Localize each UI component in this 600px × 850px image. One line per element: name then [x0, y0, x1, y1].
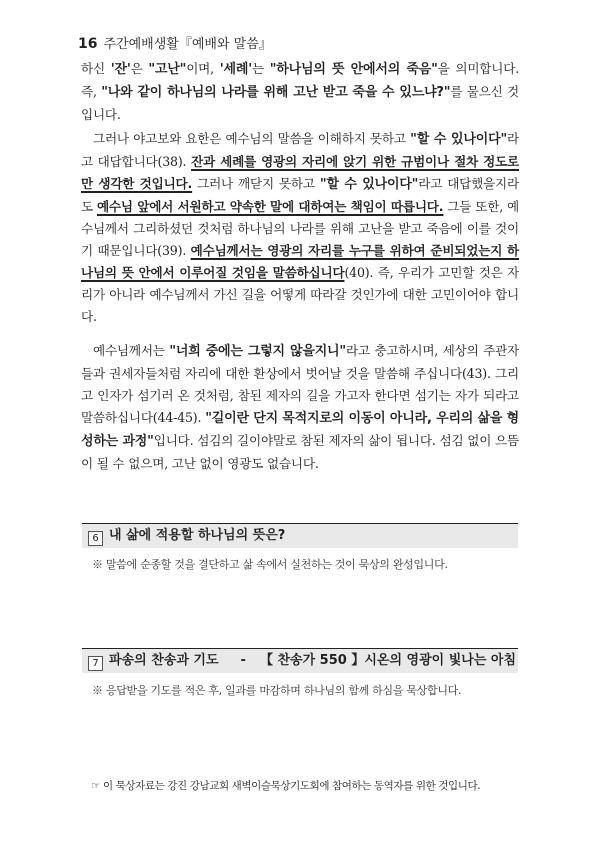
- hymn-title: 【 찬송가 550 】시온의 영광이 빛나는 아침: [259, 653, 517, 668]
- emphasis: "나와 같이 하나님의 나라를 위해 고난 받고 죽을 수 있느냐?": [101, 85, 451, 100]
- paragraph-1: [81, 58, 519, 126]
- text: 그들 또한, 예수님께서 그리하셨던 것처럼 하나님의 나라를 위해 고난을 받고 죽음에 이를 것이기 때문입니다(39).: [81, 199, 519, 258]
- text: 그러나 야고보와 요한은 예수님의 말씀을 이해하지 못하고: [93, 131, 411, 146]
- text: 라고 충고하시며, 세상의 주관자들과 권세자들처럼 자리에 대한 환상에서 벗어날 것을 말씀해 주십니다(43). 그리고 인자가 섬기러 온 것처럼, 참된 제자의 길을 가고자 한다면 섬기는 자가 되라고 말씀하십니다(44-45).: [81, 343, 519, 425]
- text: 라고 대답합니다(38).: [81, 131, 520, 169]
- section-title: 내 삶에 적용할 하나님의 뜻은?: [109, 528, 286, 543]
- text: 그러나 깨닫지 못하고: [192, 176, 320, 191]
- page-header: [78, 33, 272, 52]
- pointing-hand-icon: ☞: [91, 780, 101, 792]
- underlined-emphasis: 잔과 세례를 영광의 자리에 앉기 위한 규범이나 절차 정도로만 생각한 것입니다.: [81, 154, 519, 191]
- emphasis: "할 수 있나이다": [410, 132, 508, 147]
- text: 를 물으신 것입니다.: [81, 84, 519, 122]
- footer-note: [91, 778, 480, 793]
- text: 이며,: [186, 61, 220, 76]
- text: 을 의미합니다. 즉,: [81, 61, 520, 99]
- text: 라고 대답했을지라도: [81, 176, 519, 214]
- emphasis: "할 수 있나이다": [319, 177, 419, 192]
- separator-dash: -: [240, 653, 246, 668]
- paragraph-3: [81, 340, 519, 475]
- text: 은: [130, 61, 149, 76]
- text: 하신: [81, 61, 111, 76]
- emphasis: "너희 중에는 그렇지 않을지니": [169, 344, 346, 359]
- section-number: 6: [88, 531, 103, 546]
- text: 입니다. 섬김의 길이야말로 참된 제자의 삶이 됩니다. 섬김 없이 으뜸이 될 수 없으며, 고난 없이 영광도 없습니다.: [81, 433, 519, 471]
- emphasis: "길이란 단지 목적지로의 이동이 아니라, 우리의 삶을 형성하는 과정": [81, 411, 519, 449]
- text: 는: [252, 61, 270, 76]
- footer-text: 이 묵상자료는 강진 강남교회 새벽이슬묵상기도회에 참여하는 동역자를 위한 것입니다.: [102, 780, 481, 792]
- page-number: 16: [78, 36, 98, 52]
- section-6-heading: [82, 523, 518, 548]
- section-number: 7: [88, 656, 103, 671]
- emphasis: "고난": [148, 62, 187, 77]
- paragraph-2: [81, 128, 519, 328]
- underlined-emphasis: 예수님께서는 영광의 자리를 누구를 위하여 준비되었는지 하나님의 뜻 안에서 이루어질 것임을 말씀하십니다: [81, 243, 519, 280]
- emphasis: "하나님의 뜻 안에서의 죽음": [269, 62, 438, 77]
- running-title: 주간예배생활『예배와 말씀』: [103, 37, 272, 52]
- text: (40). 즉, 우리가 고민할 것은 자리가 아니라 예수님께서 가신 길을 어떻게 따라갈 것인가에 대한 고민이어야 합니다.: [81, 265, 519, 324]
- text: 예수님께서는: [93, 343, 170, 358]
- underlined-emphasis: 예수님 앞에서 서원하고 약속한 말에 대하여는 책임이 따릅니다.: [96, 199, 444, 214]
- emphasis: '세례': [219, 62, 252, 77]
- section-title: 파송의 찬송과 기도: [109, 653, 219, 668]
- section-6-note: ※ 말씀에 순종할 것을 결단하고 삶 속에서 실천하는 것이 묵상의 완성입니다.: [92, 558, 448, 571]
- section-7-note: ※ 응답받을 기도를 적은 후, 일과를 마감하며 하나님의 함께 하심을 묵상합니다.: [92, 684, 462, 697]
- section-7-heading: [82, 648, 518, 673]
- emphasis: '잔': [110, 62, 131, 77]
